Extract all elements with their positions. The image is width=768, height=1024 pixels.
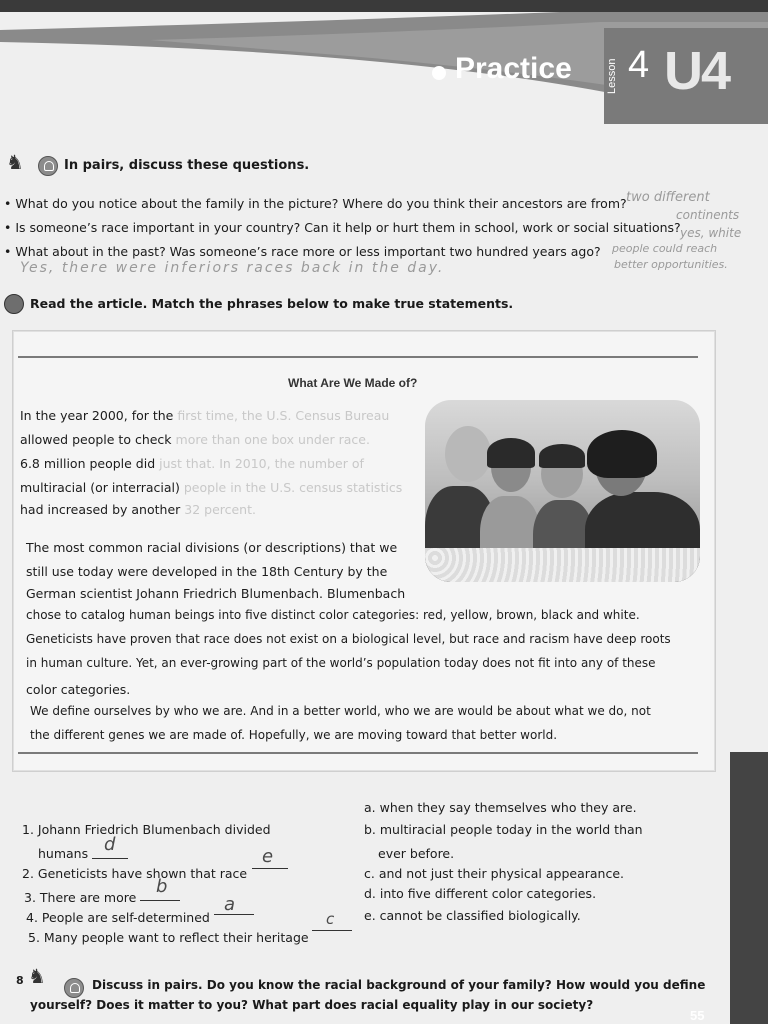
page-number: 55 (690, 1008, 705, 1023)
handwritten-answer: b (156, 876, 168, 897)
matching-item-1: 1. Johann Friedrich Blumenbach divided (22, 822, 271, 837)
handwritten-answer: c (326, 910, 335, 928)
article-line: color categories. (26, 682, 131, 697)
question8-line-2: yourself? Does it matter to you? What part does racial equality play in our society? (30, 998, 594, 1012)
handwritten-answer: e (262, 846, 274, 867)
article-line: the different genes we are made of. Hopefully, we are moving toward that better world. (30, 728, 558, 742)
matching-option-a: a. when they say themselves who they are. (364, 800, 637, 815)
article-line: chose to catalog human beings into five distinct color categories: red, yellow, brown, black and white. (26, 608, 640, 622)
question-number: 8 (16, 974, 24, 987)
article-line: We define ourselves by who we are. And in a better world, who we are would be about what we do, not (30, 704, 651, 718)
handwritten-answer: a (224, 894, 236, 915)
page-title: Practice (455, 52, 572, 85)
article-line: In the year 2000, for the first time, the U.S. Census Bureau (20, 408, 390, 423)
answer-blank (140, 900, 180, 901)
matching-item-1-cont: humans (38, 846, 89, 861)
discussion-question-1: • What do you notice about the family in the picture? Where do you think their ancestors are from? (4, 196, 627, 211)
article-line: in human culture. Yet, an ever-growing part of the world’s population today does not fit into any of these (26, 656, 656, 670)
practice-bullet-icon (432, 66, 446, 80)
family-photo (425, 400, 700, 582)
question8-line-1: Discuss in pairs. Do you know the racial background of your family? How would you define (92, 978, 706, 992)
discussion-instruction: In pairs, discuss these questions. (64, 158, 310, 173)
answer-blank (312, 930, 352, 931)
reading-icon (4, 294, 24, 314)
matching-option-c: c. and not just their physical appearance. (364, 866, 624, 881)
lesson-label: Lesson (606, 58, 618, 94)
article-line: German scientist Johann Friedrich Blumenbach. Blumenbach (26, 586, 406, 601)
handwritten-note: yes, white (680, 226, 742, 240)
matching-item-3: 3. There are more (24, 890, 137, 905)
article-line: Geneticists have proven that race does not exist on a biological level, but race and racism have deep roots (26, 632, 671, 646)
matching-option-b-cont: ever before. (378, 846, 455, 861)
article-line: 6.8 million people did just that. In 2010, the number of (20, 456, 364, 471)
article-line: had increased by another 32 percent. (20, 502, 256, 517)
matching-item-2: 2. Geneticists have shown that race (22, 866, 248, 881)
thinking-figure-icon: ♞ (28, 964, 46, 988)
pair-work-icon (64, 978, 84, 998)
matching-option-d: d. into five different color categories. (364, 886, 597, 901)
article-title: What Are We Made of? (288, 376, 418, 390)
article-line: The most common racial divisions (or descriptions) that we (26, 540, 398, 555)
handwritten-note: Yes, there were inferiors races back in the day. (20, 260, 445, 276)
page-edge-bar (730, 752, 768, 1024)
thinking-figure-icon: ♞ (6, 150, 24, 174)
article-line: still use today were developed in the 18th Century by the (26, 564, 388, 579)
reading-instruction: Read the article. Match the phrases below to make true statements. (30, 296, 514, 311)
discussion-question-2: • Is someone’s race important in your country? Can it help or hurt them in school, work or social situations? (4, 220, 681, 235)
header-banner (0, 12, 768, 142)
handwritten-note: better opportunities. (614, 258, 728, 271)
handwritten-note: two different (626, 190, 710, 205)
pair-work-icon (38, 156, 58, 176)
matching-option-e: e. cannot be classified biologically. (364, 908, 581, 923)
handwritten-note: people could reach (612, 242, 718, 255)
handwritten-note: continents (676, 208, 740, 222)
discussion-question-3: • What about in the past? Was someone’s race more or less important two hundred years ago? (4, 244, 601, 259)
article-bottom-rule (18, 752, 698, 754)
article-line: allowed people to check more than one box under race. (20, 432, 370, 447)
matching-item-5: 5. Many people want to reflect their heritage (28, 930, 309, 945)
matching-option-b: b. multiracial people today in the world than (364, 822, 643, 837)
handwritten-answer: d (104, 834, 116, 855)
matching-item-4: 4. People are self-determined (26, 910, 210, 925)
article-line: multiracial (or interracial) people in the U.S. census statistics (20, 480, 403, 495)
article-top-rule (18, 356, 698, 358)
unit-label: U4 (664, 41, 730, 101)
lesson-number: 4 (628, 44, 650, 86)
answer-blank (92, 858, 128, 859)
answer-blank (252, 868, 288, 869)
